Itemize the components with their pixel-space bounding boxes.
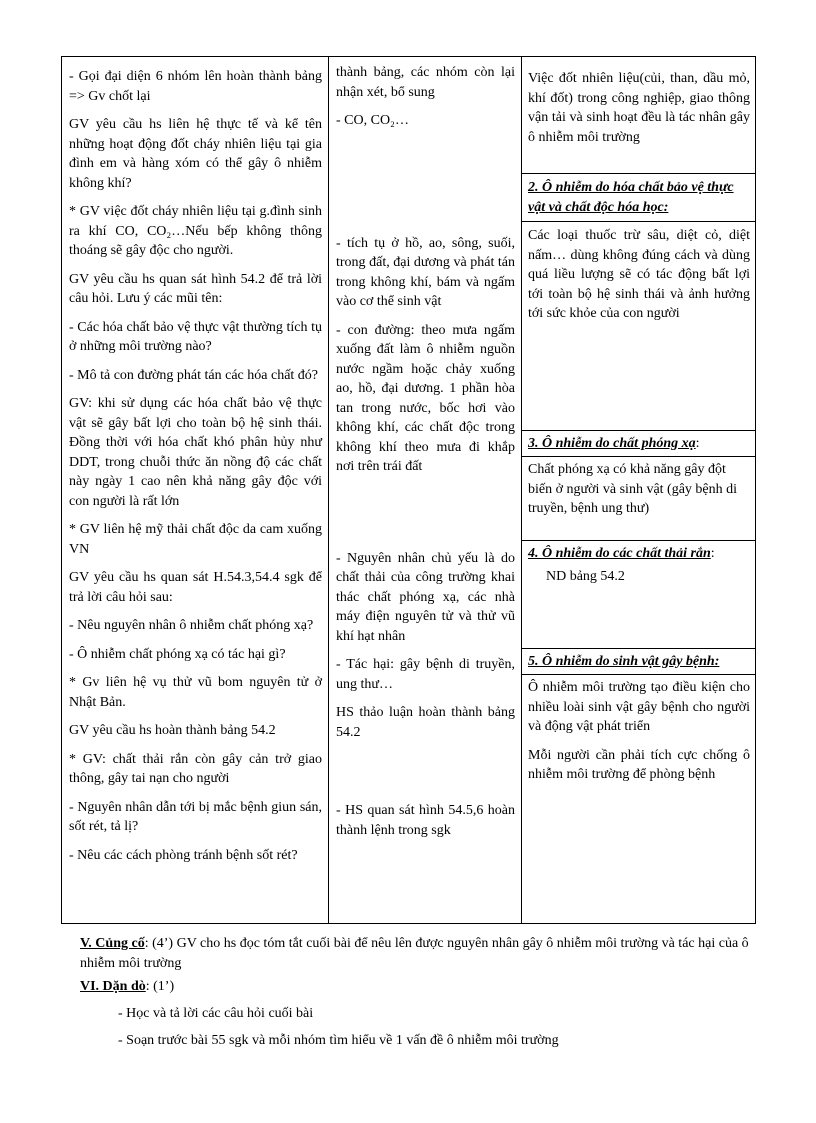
paragraph: GV: khi sử dụng các hóa chất bảo vệ thực vật sẽ gây bất lợi cho toàn bộ hệ sinh thái. Đồng thời với hóa chất khó phân hủy như DDT, trong chuỗi thức ăn nồng độ các chất này ngày 1 cao nên khả năng gây độc với con người là rất lớn [69, 396, 322, 509]
review-section [80, 934, 750, 973]
paragraph: - HS quan sát hình 54.5,6 hoàn thành lệnh trong sgk [336, 803, 515, 838]
paragraph: - con đường: theo mưa ngấm xuống đất làm ô nhiễm nguồn nước ngầm hoặc chảy xuống ao, hồ, đại dương. 1 phần hòa tan trong nước, bốc hơi vào không khí, các chất độc trong không khí theo mưa đi khắp nơi trên trái đất [336, 322, 515, 474]
divider [522, 221, 756, 222]
paragraph: - CO, CO₂… [336, 113, 409, 128]
paragraph: - Nêu các cách phòng tránh bệnh sốt rét? [69, 847, 298, 863]
homework-section [80, 977, 750, 997]
paragraph: GV yêu cầu hs quan sát hình 54.2 để trả lời câu hỏi. Lưu ý các mũi tên: [69, 271, 322, 306]
paragraph: - Mô tả con đường phát tán các hóa chất đó? [69, 367, 319, 383]
paragraph: - Nguyên nhân dẫn tới bị mắc bệnh giun sán, sốt rét, tả lị? [69, 799, 322, 834]
section-text: : (1’) [145, 979, 175, 994]
paragraph: Ô nhiễm môi trường tạo điều kiện cho nhiều loài sinh vật gây bệnh cho người và động vật phát triển [528, 680, 750, 734]
paragraph: - Các hóa chất bảo vệ thực vật thường tích tụ ở những môi trường nào? [69, 319, 322, 354]
paragraph: * Gv liên hệ vụ thử vũ bom nguyên tử ở Nhật Bản. [69, 675, 322, 710]
paragraph: Các loại thuốc trừ sâu, diệt cỏ, diệt nấm… dùng không đúng cách và dùng quá liều lượng sẽ có tác động bất lợi tới toàn bộ hệ sinh thái và ảnh hưởng tới sức khỏe của con người [528, 228, 750, 321]
section-label: VI. Dặn dò [80, 979, 146, 994]
heading-suffix: : [710, 545, 715, 561]
section-heading: 2. Ô nhiễm do hóa chất bảo vệ thực vật và chất độc hóa học: [528, 180, 734, 215]
content-column [522, 57, 756, 923]
section-text: : (4’) GV cho hs đọc tóm tắt cuối bài để nêu lên được nguyên nhân gây ô nhiễm môi trường và tác hại của ô nhiễm môi trường [80, 936, 749, 971]
paragraph: Mỗi người cần phải tích cực chống ô nhiễm môi trường để phòng bệnh [528, 747, 750, 782]
section-heading: 3. Ô nhiễm do chất phóng xạ [528, 435, 696, 451]
section-heading: 5. Ô nhiễm do sinh vật gây bệnh: [528, 653, 720, 669]
paragraph: - tích tụ ở hồ, ao, sông, suối, trong đất, đại dương và phát tán trong không khí, bám và ngấm vào cơ thể sinh vật [336, 235, 515, 309]
paragraph: HS thảo luận hoàn thành bảng 54.2 [336, 705, 515, 740]
paragraph: GV yêu cầu hs liên hệ thực tế và kể tên những hoạt động đốt cháy nhiên liệu tại gia đình em và hàng xóm có thể gây ô nhiễm không khí? [69, 117, 322, 191]
section-label: V. Củng cố [80, 936, 145, 951]
paragraph: - Gọi đại diện 6 nhóm lên hoàn thành bảng => Gv chốt lại [69, 69, 322, 104]
student-activity-column [329, 57, 521, 923]
section-heading-line [528, 434, 750, 454]
divider [522, 648, 756, 649]
divider [522, 540, 756, 541]
paragraph: Việc đốt nhiên liệu(củi, than, dầu mỏ, khí đốt) trong công nghiệp, giao thông vận tải và sinh hoạt đều là tác nhân gây ô nhiễm môi trường [528, 71, 750, 145]
paragraph: * GV: chất thải rắn còn gây cản trở giao thông, gây tai nạn cho người [69, 751, 322, 786]
paragraph: * GV việc đốt cháy nhiên liệu tại g.đình sinh ra khí CO, CO₂…Nếu bếp không thông thoáng sẽ gây độc cho người. [69, 204, 322, 258]
paragraph: ND bảng 54.2 [546, 569, 625, 584]
paragraph: Chất phóng xạ có khả năng gây đột biến ở người và sinh vật (gây bệnh di truyền, bệnh ung thư) [528, 462, 738, 516]
list-item: - Soạn trước bài 55 sgk và mỗi nhóm tìm hiểu về 1 vấn đề ô nhiễm môi trường [118, 1033, 559, 1048]
paragraph: - Nêu nguyên nhân ô nhiễm chất phóng xạ? [69, 618, 314, 633]
section-heading: 4. Ô nhiễm do các chất thải rắn [528, 545, 711, 561]
paragraph: thành bảng, các nhóm còn lại nhận xét, bổ sung [336, 65, 515, 100]
divider [522, 430, 756, 431]
divider [522, 173, 756, 174]
paragraph: * GV liên hệ mỹ thải chất độc da cam xuống VN [69, 522, 322, 557]
divider [522, 674, 756, 675]
list-item: - Học và tả lời các câu hỏi cuối bài [118, 1006, 314, 1021]
lesson-table [61, 56, 756, 924]
divider [522, 456, 756, 457]
heading-suffix: : [695, 435, 700, 451]
paragraph: GV yêu cầu hs hoàn thành bảng 54.2 [69, 723, 276, 738]
paragraph: - Nguyên nhân chủ yếu là do chất thải của công trường khai thác chất phóng xạ, các nhà máy điện nguyên tử và thử vũ khí hạt nhân [336, 550, 515, 644]
paragraph: GV yêu cầu hs quan sát H.54.3,54.4 sgk để trả lời câu hỏi sau: [69, 570, 322, 605]
section-heading-line [528, 544, 750, 564]
teacher-activity-column [62, 57, 328, 923]
paragraph: - Ô nhiễm chất phóng xạ có tác hại gì? [69, 646, 286, 662]
paragraph: - Tác hại: gây bệnh di truyền, ung thư… [336, 657, 515, 692]
